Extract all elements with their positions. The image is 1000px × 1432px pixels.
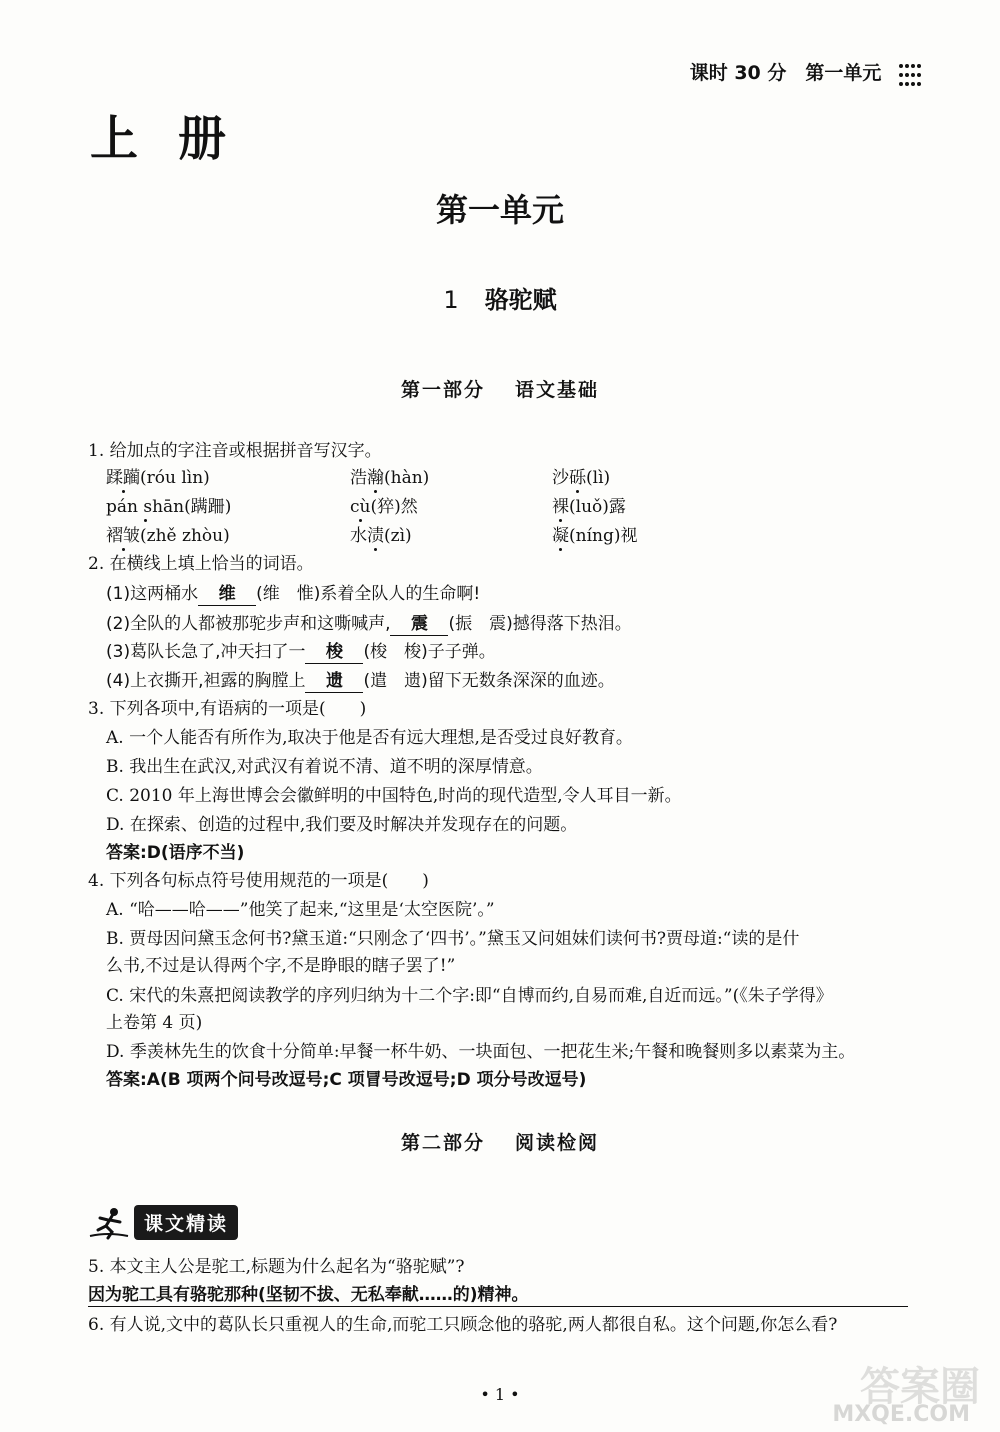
q4-option-c: C. 宋代的朱熹把阅读教学的序列归纳为十二个字:即“自博而约,自易而难,自近而远。”(《朱子学得》 bbox=[106, 986, 833, 1006]
q4-option-b-cont: 么书,不过是认得两个字,不是睁眼的瞎子罢了!” bbox=[106, 956, 456, 976]
part-two-heading bbox=[0, 1128, 1000, 1155]
q4-option-a: A. “哈——哈——”他笑了起来,“这里是‘太空医院’。” bbox=[106, 900, 495, 920]
page-header bbox=[690, 58, 922, 87]
q2-item-2: (2)全队的人都被那驼步声和这嘶喊声, 震 (振 震)撼得落下热泪。 bbox=[106, 614, 632, 634]
part-one-name: 语文基础 bbox=[515, 379, 600, 401]
q1-r0c2: 沙砾(lì) bbox=[552, 468, 611, 488]
lesson-title bbox=[0, 280, 1000, 315]
q3-option-b: B. 我出生在武汉,对武汉有着说不清、道不明的深厚情意。 bbox=[106, 757, 543, 777]
q4-answer: 答案:A(B 项两个问号改逗号;C 项冒号改逗号;D 项分号改逗号) bbox=[106, 1070, 587, 1090]
q3-option-a: A. 一个人能否有所作为,取决于他是否有远大理想,是否受过良好教育。 bbox=[106, 728, 633, 748]
q1-r1c2: 裸(luǒ)露 bbox=[552, 497, 626, 517]
section-badge bbox=[88, 1205, 238, 1240]
fill-blank: 维 bbox=[198, 583, 256, 606]
header-dots-icon bbox=[898, 60, 922, 87]
fill-blank: 遗 bbox=[305, 670, 363, 693]
unit-title: 第一单元 bbox=[435, 191, 564, 229]
q4-option-c-cont: 上卷第 4 页) bbox=[106, 1013, 203, 1033]
q3-option-c: C. 2010 年上海世博会会徽鲜明的中国特色,时尚的现代造型,令人耳目一新。 bbox=[106, 786, 682, 806]
q3-stem: 3. 下列各项中,有语病的一项是( ) bbox=[88, 699, 367, 719]
watermark-logo: 答案圈 bbox=[860, 1364, 980, 1410]
q6-stem: 6. 有人说,文中的葛队长只重视人的生命,而驼工只顾念他的骆驼,两人都很自私。这个问题,你怎么看? bbox=[88, 1315, 838, 1335]
badge-label: 课文精读 bbox=[134, 1205, 238, 1240]
part-one-label: 第一部分 bbox=[400, 379, 485, 401]
runner-icon bbox=[88, 1206, 130, 1240]
q5-answer: 因为驼工具有骆驼那种(坚韧不拔、无私奉献……的)精神。 bbox=[88, 1284, 908, 1307]
q3-answer: 答案:D(语序不当) bbox=[106, 843, 245, 863]
q1-stem: 1. 给加点的字注音或根据拼音写汉字。 bbox=[88, 441, 382, 461]
q1-r2c0: 褶皱(zhě zhòu) bbox=[106, 526, 230, 546]
fill-blank: 梭 bbox=[305, 641, 363, 664]
q2-stem: 2. 在横线上填上恰当的词语。 bbox=[88, 554, 314, 574]
part-two-label: 第二部分 bbox=[400, 1132, 485, 1154]
q1-r1c0: pán shān(蹒跚) bbox=[106, 497, 232, 517]
q1-r0c0: 蹂躏(róu lìn) bbox=[106, 468, 210, 488]
part-two-name: 阅读检阅 bbox=[515, 1132, 600, 1154]
header-text: 课时 30 分 第一单元 bbox=[689, 62, 882, 84]
q2-item-4: (4)上衣撕开,袒露的胸膛上 遗 (遣 遗)留下无数条深深的血迹。 bbox=[106, 671, 615, 691]
part-one-heading bbox=[0, 375, 1000, 402]
q4-stem: 4. 下列各句标点符号使用规范的一项是( ) bbox=[88, 871, 429, 891]
q4-option-b: B. 贾母因问黛玉念何书?黛玉道:“只刚念了‘四书’。”黛玉又问姐妹们读何书?贾母道:“读的是什 bbox=[106, 929, 800, 949]
page-number: • 1 • bbox=[480, 1385, 520, 1404]
q1-r2c1: 水渍(zì) bbox=[350, 526, 412, 546]
q2-item-1: (1)这两桶水 维 (维 惟)系着全队人的生命啊! bbox=[106, 584, 481, 604]
fill-blank: 震 bbox=[390, 613, 448, 636]
q1-r0c1: 浩瀚(hàn) bbox=[350, 468, 430, 488]
lesson-number: 1 bbox=[443, 286, 459, 314]
volume-title: 上册 bbox=[90, 111, 267, 167]
watermark-url: MXQE.COM bbox=[832, 1402, 970, 1427]
lesson-name: 骆驼赋 bbox=[484, 286, 557, 314]
q2-item-3: (3)葛队长急了,冲天扫了一 梭 (梭 梭)子子弹。 bbox=[106, 642, 496, 662]
q5-stem: 5. 本文主人公是驼工,标题为什么起名为“骆驼赋”? bbox=[88, 1257, 465, 1277]
q4-option-d: D. 季羡林先生的饮食十分简单:早餐一杯牛奶、一块面包、一把花生米;午餐和晚餐则多以素菜为主。 bbox=[106, 1042, 856, 1062]
q1-r2c2: 凝(níng)视 bbox=[552, 526, 638, 546]
q1-r1c1: cù(猝)然 bbox=[350, 497, 418, 517]
q3-option-d: D. 在探索、创造的过程中,我们要及时解决并发现存在的问题。 bbox=[106, 815, 578, 835]
